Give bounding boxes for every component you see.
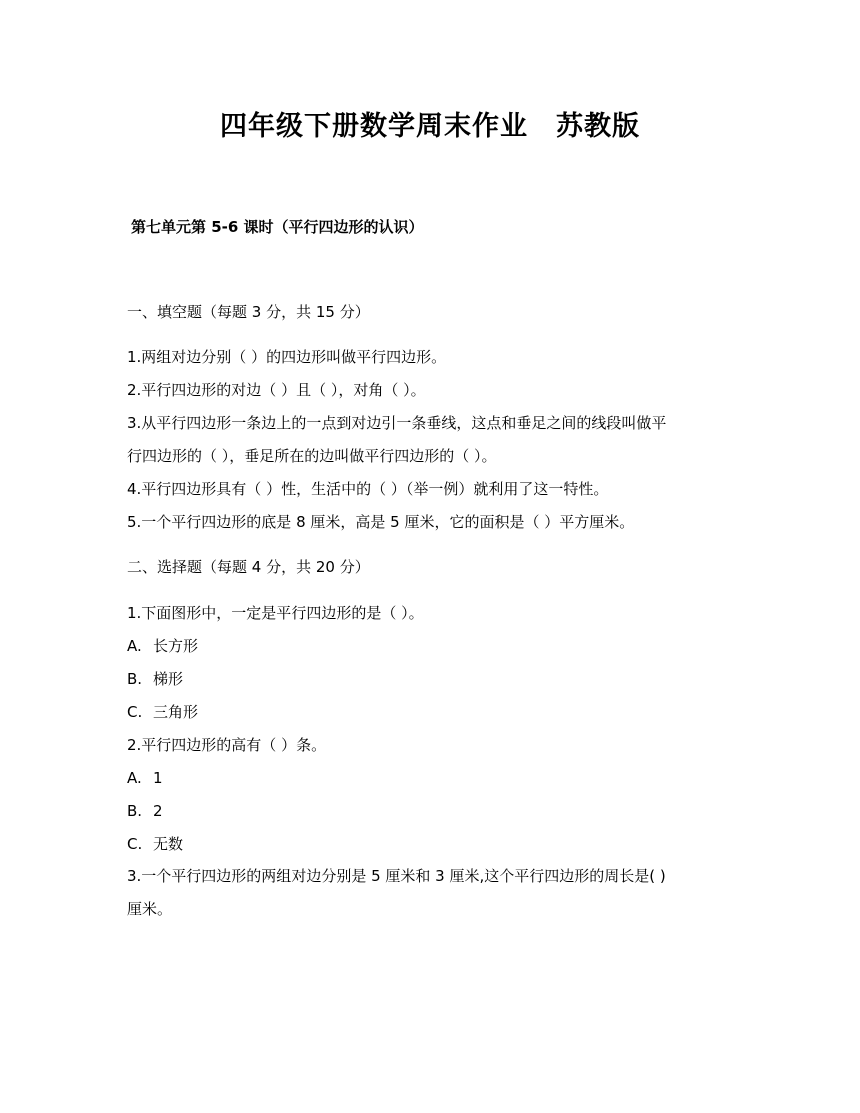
option-letter: C. (127, 703, 143, 721)
option-text: 2 (153, 802, 163, 820)
question-fill-1: 1.两组对边分别（ ）的四边形叫做平行四边形。 (127, 348, 447, 366)
option-text: 1 (153, 769, 163, 787)
option-1-a (127, 636, 198, 656)
document-title: 四年级下册数学周末作业 苏教版 (220, 111, 640, 142)
option-text: 长方形 (153, 637, 199, 655)
question-fill-2: 2.平行四边形的对边（ ）且（ ），对角（ ）。 (127, 381, 426, 399)
option-1-b (127, 669, 183, 689)
question-fill-3-line1: 3.从平行四边形一条边上的一点到对边引一条垂线，这点和垂足之间的线段叫做平 (127, 414, 667, 432)
question-fill-3-line2: 行四边形的（ ），垂足所在的边叫做平行四边形的（ ）。 (127, 447, 497, 465)
option-text: 梯形 (153, 670, 184, 688)
question-choice-2: 2.平行四边形的高有（ ）条。 (127, 736, 327, 754)
option-text: 三角形 (153, 703, 199, 721)
question-choice-1: 1.下面图形中，一定是平行四边形的是（ ）。 (127, 604, 424, 622)
option-2-b (127, 801, 163, 821)
lesson-subtitle: 第七单元第 5-6 课时（平行四边形的认识） (131, 218, 424, 236)
option-letter: B. (127, 802, 143, 820)
option-letter: B. (127, 670, 143, 688)
question-fill-4: 4.平行四边形具有（ ）性，生活中的（ ）（举一例）就利用了这一特性。 (127, 480, 609, 498)
section-heading-choice: 二、选择题（每题 4 分，共 20 分） (127, 558, 370, 576)
option-text: 无数 (153, 835, 184, 853)
option-letter: C. (127, 835, 143, 853)
option-2-a (127, 768, 163, 788)
question-fill-5: 5.一个平行四边形的底是 8 厘米，高是 5 厘米，它的面积是（ ）平方厘米。 (127, 513, 635, 531)
question-choice-3-line1: 3.一个平行四边形的两组对边分别是 5 厘米和 3 厘米,这个平行四边形的周长是( ) (127, 867, 666, 885)
option-2-c (127, 834, 183, 854)
question-choice-3-line2: 厘米。 (127, 900, 173, 918)
option-letter: A. (127, 769, 142, 787)
option-letter: A. (127, 637, 142, 655)
section-heading-fill-blank: 一、填空题（每题 3 分，共 15 分） (127, 303, 370, 321)
option-1-c (127, 702, 198, 722)
